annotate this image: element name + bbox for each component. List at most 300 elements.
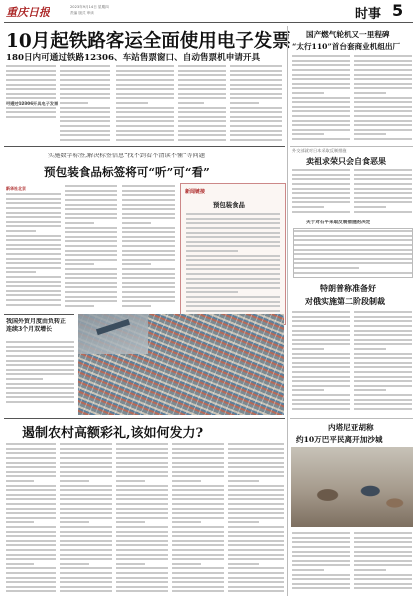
text-line xyxy=(354,60,412,62)
text-line xyxy=(354,183,412,185)
text-line xyxy=(6,572,56,574)
text-line xyxy=(292,78,350,80)
aircraft-body-1 xyxy=(292,54,350,144)
text-line xyxy=(228,494,284,496)
text-line xyxy=(292,380,350,382)
text-line xyxy=(60,88,110,90)
text-line xyxy=(116,452,168,454)
text-line xyxy=(60,74,110,76)
text-line xyxy=(172,512,224,514)
text-line xyxy=(6,216,61,218)
text-line xyxy=(60,475,112,477)
text-line xyxy=(354,74,412,76)
text-line xyxy=(292,343,350,345)
text-line xyxy=(60,139,110,141)
text-line xyxy=(116,65,174,67)
text-line xyxy=(6,97,56,99)
text-line xyxy=(172,558,224,560)
text-line xyxy=(292,578,350,580)
text-line xyxy=(6,285,61,287)
text-line xyxy=(60,494,112,496)
text-line xyxy=(292,362,350,364)
text-line xyxy=(60,498,112,500)
text-line xyxy=(6,360,74,362)
text-line xyxy=(6,549,56,551)
text-line xyxy=(60,452,112,454)
text-line xyxy=(122,250,175,252)
text-line xyxy=(228,558,284,560)
text-line xyxy=(228,531,284,533)
text-line xyxy=(6,558,56,560)
text-line xyxy=(116,508,168,510)
text-line xyxy=(354,192,412,194)
text-line xyxy=(186,291,238,293)
text-line xyxy=(292,371,350,373)
text-line xyxy=(6,577,56,579)
text-line xyxy=(6,452,56,454)
text-line xyxy=(60,544,112,546)
text-line xyxy=(354,64,412,66)
text-line xyxy=(122,190,175,192)
inset-badge: 新闻链接 xyxy=(185,189,206,195)
text-line xyxy=(354,78,412,80)
text-line xyxy=(354,129,412,131)
text-line xyxy=(6,346,74,348)
text-line xyxy=(178,65,226,67)
text-line xyxy=(116,79,174,81)
text-line xyxy=(172,475,224,477)
text-line xyxy=(230,130,282,132)
text-line xyxy=(292,69,350,71)
text-line xyxy=(186,213,280,215)
text-line xyxy=(65,259,117,261)
text-line xyxy=(292,169,350,171)
text-line xyxy=(292,587,350,589)
text-line xyxy=(230,93,282,95)
text-line xyxy=(354,325,412,327)
gaza-photo xyxy=(291,447,413,527)
text-line xyxy=(230,84,282,86)
aircraft-headline: “太行110”首台套商业机组出厂 xyxy=(292,42,401,51)
text-line xyxy=(228,466,284,468)
text-line xyxy=(60,79,110,81)
text-line xyxy=(172,480,201,482)
food-headline: 预包装食品标签将可“听”可“看” xyxy=(44,165,210,179)
text-line xyxy=(292,394,350,396)
text-line xyxy=(178,116,226,118)
text-line xyxy=(6,494,56,496)
text-line xyxy=(60,586,112,588)
text-line xyxy=(292,92,324,94)
text-line xyxy=(65,277,117,279)
text-line xyxy=(65,204,117,206)
text-line xyxy=(65,208,117,210)
text-line xyxy=(116,531,168,533)
text-line xyxy=(292,60,350,62)
rural-top-rule xyxy=(4,418,285,419)
right-rule-2 xyxy=(290,418,413,419)
port-photo xyxy=(78,314,284,415)
text-line xyxy=(6,508,56,510)
text-line xyxy=(292,138,350,140)
text-line xyxy=(178,120,226,122)
text-line xyxy=(292,541,350,543)
text-line xyxy=(228,567,284,569)
text-line xyxy=(172,466,224,468)
text-line xyxy=(6,443,56,445)
text-line xyxy=(292,325,350,327)
text-line xyxy=(6,93,56,95)
text-line xyxy=(6,350,74,352)
text-line xyxy=(116,503,168,505)
text-line xyxy=(292,320,350,322)
text-line xyxy=(292,74,350,76)
text-line xyxy=(65,250,117,252)
text-line xyxy=(230,70,282,72)
text-line xyxy=(6,369,74,371)
text-line xyxy=(60,535,112,537)
lead-column-1 xyxy=(6,64,59,122)
text-line xyxy=(186,282,280,284)
text-line xyxy=(354,316,412,318)
text-line xyxy=(354,115,412,117)
text-line xyxy=(6,364,74,366)
text-line xyxy=(172,443,224,445)
text-line xyxy=(116,84,174,86)
text-line xyxy=(354,83,412,85)
text-line xyxy=(116,448,168,450)
trade-top-rule xyxy=(4,314,74,315)
trade-body xyxy=(6,340,74,406)
text-line xyxy=(294,267,359,269)
text-line xyxy=(60,462,112,464)
text-line xyxy=(6,202,61,204)
text-line xyxy=(354,124,412,126)
text-line xyxy=(292,357,350,359)
text-line xyxy=(6,239,61,241)
text-line xyxy=(172,471,224,473)
text-line xyxy=(354,583,412,585)
text-line xyxy=(228,508,284,510)
rural-col-3 xyxy=(116,442,168,594)
text-line xyxy=(172,549,224,551)
text-line xyxy=(354,551,412,553)
text-line xyxy=(354,569,386,571)
text-line xyxy=(292,334,350,336)
text-line xyxy=(6,480,34,482)
text-line xyxy=(60,107,110,109)
rural-col-4 xyxy=(172,442,224,594)
text-line xyxy=(116,567,168,569)
text-line xyxy=(230,116,282,118)
text-line xyxy=(228,577,284,579)
text-line xyxy=(292,206,324,208)
text-line xyxy=(292,311,350,313)
text-line xyxy=(178,70,226,72)
masthead xyxy=(0,0,417,24)
text-line xyxy=(294,258,412,260)
text-line xyxy=(65,245,117,247)
text-line xyxy=(60,443,112,445)
text-line xyxy=(186,218,280,220)
text-line xyxy=(60,558,112,560)
text-line xyxy=(6,517,56,519)
text-line xyxy=(172,498,224,500)
editor-line: 责编 版式 审读 xyxy=(70,11,94,15)
gaza-headline: 约10万巴平民离开加沙城 xyxy=(296,435,383,444)
right-col-divider xyxy=(287,26,288,596)
text-line xyxy=(230,107,282,109)
text-line xyxy=(116,526,168,528)
text-line xyxy=(122,300,175,302)
text-line xyxy=(6,70,56,72)
text-line xyxy=(6,485,56,487)
text-line xyxy=(60,554,112,556)
text-line xyxy=(65,222,94,224)
text-line xyxy=(354,385,412,387)
text-line xyxy=(6,65,56,67)
text-line xyxy=(6,294,61,296)
text-line xyxy=(354,87,412,89)
text-line xyxy=(116,586,168,588)
text-line xyxy=(354,201,412,203)
text-line xyxy=(122,236,175,238)
text-line xyxy=(172,521,201,523)
text-line xyxy=(122,199,175,201)
lead-subhead: 180日内可通过铁路12306、车站售票窗口、自动售票机申请开具 xyxy=(6,53,261,63)
text-line xyxy=(292,569,324,571)
text-line xyxy=(178,111,226,113)
text-line xyxy=(6,258,61,260)
text-line xyxy=(122,296,175,298)
text-line xyxy=(354,69,412,71)
text-line xyxy=(65,291,117,293)
lead-column-4 xyxy=(178,64,226,144)
text-line xyxy=(228,554,284,556)
text-line xyxy=(292,120,350,122)
text-line xyxy=(292,197,350,199)
text-line xyxy=(354,343,412,345)
text-line xyxy=(6,84,56,86)
text-line xyxy=(6,111,56,113)
text-line xyxy=(186,241,280,243)
text-line xyxy=(354,537,412,539)
rural-col-5 xyxy=(228,442,284,594)
text-line xyxy=(60,540,112,542)
text-line xyxy=(354,371,412,373)
page-number: 5 xyxy=(392,1,404,20)
text-line xyxy=(172,586,224,588)
text-line xyxy=(6,471,56,473)
text-line xyxy=(60,531,112,533)
text-line xyxy=(172,590,224,592)
text-line xyxy=(65,273,117,275)
text-line xyxy=(122,273,175,275)
text-line xyxy=(6,489,56,491)
text-line xyxy=(186,259,280,261)
text-line xyxy=(178,84,226,86)
text-line xyxy=(294,239,412,241)
text-line xyxy=(294,249,412,251)
rural-col-2 xyxy=(60,442,112,594)
date-line: 2023年9月14日 星期四 xyxy=(70,5,109,9)
text-line xyxy=(116,466,168,468)
text-line xyxy=(294,230,412,232)
text-line xyxy=(354,97,412,99)
text-line xyxy=(6,267,61,269)
text-line xyxy=(6,567,56,569)
text-line xyxy=(354,587,412,589)
text-line xyxy=(292,192,350,194)
text-line xyxy=(116,88,174,90)
inset-body xyxy=(186,212,280,320)
text-line xyxy=(292,101,350,103)
text-line xyxy=(354,339,412,341)
text-line xyxy=(292,211,350,213)
text-line xyxy=(230,97,282,99)
text-line xyxy=(354,120,412,122)
food-tag: 新华社北京 xyxy=(6,186,26,191)
text-line xyxy=(172,526,224,528)
text-line xyxy=(6,253,61,255)
text-line xyxy=(65,185,117,187)
text-line xyxy=(354,541,412,543)
text-line xyxy=(6,383,74,385)
text-line xyxy=(230,79,282,81)
text-line xyxy=(172,462,224,464)
text-line xyxy=(172,581,224,583)
text-line xyxy=(292,537,350,539)
text-line xyxy=(116,494,168,496)
text-line xyxy=(116,93,174,95)
text-line xyxy=(6,341,74,343)
text-line xyxy=(60,448,112,450)
text-line xyxy=(122,254,175,256)
text-line xyxy=(178,88,226,90)
text-line xyxy=(6,503,56,505)
text-line xyxy=(354,211,412,213)
text-line xyxy=(116,139,174,141)
text-line xyxy=(292,532,350,534)
text-line xyxy=(354,92,386,94)
text-line xyxy=(60,485,112,487)
text-line xyxy=(294,262,412,264)
text-line xyxy=(172,489,224,491)
text-line xyxy=(178,139,226,141)
text-line xyxy=(178,134,226,136)
text-line xyxy=(116,498,168,500)
text-line xyxy=(172,544,224,546)
text-line xyxy=(172,531,224,533)
text-line xyxy=(292,546,350,548)
text-line xyxy=(354,357,412,359)
text-line xyxy=(116,563,145,565)
text-line xyxy=(172,457,224,459)
text-line xyxy=(230,120,282,122)
text-line xyxy=(186,250,238,252)
text-line xyxy=(354,564,412,566)
text-line xyxy=(292,64,350,66)
text-line xyxy=(228,485,284,487)
text-line xyxy=(6,521,34,523)
text-line xyxy=(6,378,43,380)
food-kicker: 实施数字标签,解决标签信息“找不到看不清读不懂”等问题 xyxy=(48,153,205,159)
text-line xyxy=(230,111,282,113)
text-line xyxy=(292,188,350,190)
text-line xyxy=(186,310,280,312)
text-line xyxy=(228,448,284,450)
text-line xyxy=(65,254,117,256)
text-line xyxy=(186,227,280,229)
text-line xyxy=(354,206,386,208)
text-line xyxy=(292,330,350,332)
text-line xyxy=(354,133,386,135)
section-name: 时事 xyxy=(355,7,382,22)
text-line xyxy=(294,235,412,237)
text-line xyxy=(122,277,175,279)
text-line xyxy=(65,240,117,242)
text-line xyxy=(354,188,412,190)
text-line xyxy=(228,563,259,565)
text-line xyxy=(292,403,350,405)
text-line xyxy=(6,248,61,250)
text-line xyxy=(172,517,224,519)
text-line xyxy=(6,526,56,528)
text-line xyxy=(6,586,56,588)
text-line xyxy=(60,567,112,569)
lead-column-3 xyxy=(116,64,174,144)
text-line xyxy=(60,93,110,95)
masthead-rule xyxy=(4,22,413,23)
text-line xyxy=(6,498,56,500)
text-line xyxy=(354,389,386,391)
text-line xyxy=(60,125,110,127)
text-line xyxy=(6,563,34,565)
text-line xyxy=(292,551,350,553)
text-line xyxy=(292,124,350,126)
text-line xyxy=(60,116,110,118)
text-line xyxy=(60,134,110,136)
text-line xyxy=(292,115,350,117)
text-line xyxy=(122,208,175,210)
text-line xyxy=(354,330,412,332)
aircraft-body-2 xyxy=(354,54,412,144)
text-line xyxy=(228,471,284,473)
text-line xyxy=(6,462,56,464)
text-line xyxy=(292,348,324,350)
sanction-body-1 xyxy=(292,310,350,415)
text-line xyxy=(60,84,110,86)
text-line xyxy=(354,138,412,140)
lead-column-2 xyxy=(60,64,110,144)
text-line xyxy=(6,88,56,90)
text-line xyxy=(354,106,412,108)
text-line xyxy=(292,385,350,387)
text-line xyxy=(228,549,284,551)
text-line xyxy=(292,583,350,585)
text-line xyxy=(172,508,224,510)
text-line xyxy=(60,471,112,473)
text-line xyxy=(116,120,174,122)
text-line xyxy=(6,475,56,477)
text-line xyxy=(292,564,350,566)
text-line xyxy=(354,578,412,580)
text-line xyxy=(116,517,168,519)
text-line xyxy=(60,590,112,592)
text-line xyxy=(228,581,284,583)
text-line xyxy=(116,457,168,459)
text-line xyxy=(292,376,350,378)
